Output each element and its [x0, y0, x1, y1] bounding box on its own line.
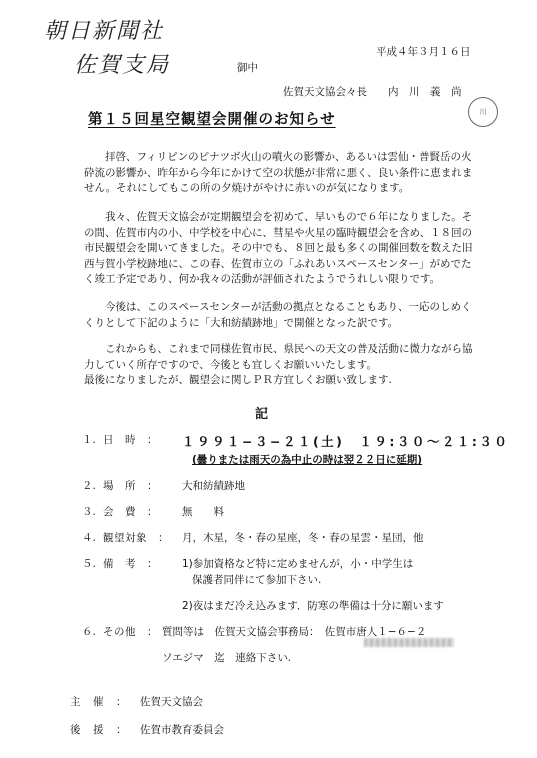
detail-value: 保護者同伴にて参加下さい. [192, 574, 322, 586]
ki-heading: 記 [255, 407, 269, 422]
addressee-line1: 朝日新聞社 [44, 19, 165, 44]
detail-label: 会 費 ： [103, 506, 158, 518]
sender-line: 佐賀天文協会々長 内 川 義 尚 [283, 86, 462, 98]
detail-value: 1)参加資格など特に定めませんが，小・中学生は [182, 558, 414, 570]
detail-num: ５. [82, 558, 96, 570]
detail-label: 日 時 ： [103, 434, 158, 446]
detail-value: ソエジマ 迄 連絡下さい. [162, 652, 292, 664]
detail-label: 観望対象 ： [103, 532, 169, 544]
detail-label: その他 ： [103, 626, 158, 638]
support-label: 後 援 ： [70, 724, 128, 736]
redacted-phone-blur [364, 638, 454, 647]
detail-num: ６. [82, 626, 96, 638]
detail-note: (曇りまたは雨天の為中止の時は翌２２日に延期) [192, 454, 423, 466]
detail-value: １９９１−３−２１(土) １９:３０〜２１:３０ [182, 434, 510, 449]
detail-num: ３. [82, 506, 96, 518]
detail-num: ２. [82, 480, 96, 492]
detail-value: 2)夜はまだ冷え込みます．防寒の準備は十分に願います [182, 600, 444, 612]
organizer-name: 佐賀天文協会 [140, 696, 203, 708]
detail-value: 質問等は 佐賀天文協会事務局： 佐賀市唐人１−６−２ [162, 626, 427, 638]
detail-value: 大和紡績跡地 [182, 480, 245, 492]
detail-num: １. [82, 434, 96, 446]
detail-value: 月，木星，冬・春の星座，冬・春の星雲・星団，他 [182, 532, 424, 544]
addressee-honorific: 御中 [237, 62, 258, 74]
detail-label: 場 所 ： [103, 480, 158, 492]
paragraph-2: 我々、佐賀天文協会が定期観望会を初めて、早いもので６年になりました。その間、佐賀市内の小、中学校を中心に、彗星や火星の臨時観望会を含め、１８回の市民観望会を開いてきました。その中でも、８回と最も多くの開催回数を数えた旧西与賀小学校跡地に、この春、佐賀市立の「ふれあいスペースセンター」がめでたく竣工予定であり、何か我々の活動が評価されたようでうれしい限りです。 [84, 211, 473, 285]
detail-label: 備 考 ： [103, 558, 158, 570]
organizer-label: 主 催 ： [70, 696, 128, 708]
addressee-line2: 佐賀支局 [74, 53, 171, 78]
detail-value: 無 料 [182, 506, 224, 518]
seal-stamp: 川 [468, 97, 498, 127]
paragraph-1: 拝啓、フィリピンのピナツボ火山の噴火の影響か、あるいは雲仙・普賢岳の火砕流の影響か、昨年から今年にかけて空の状態が非常に悪く、良い条件に恵まれません。それにしてもこの所の夕焼けがやけに赤いのが気になります。 [84, 151, 473, 194]
paragraph-3: 今後は、このスペースセンターが活動の拠点となることもあり、一応のしめくくりとして下記のように「大和紡績跡地」で開催となった訳です。 [84, 301, 472, 329]
support-name: 佐賀市教育委員会 [140, 724, 224, 736]
detail-num: ４. [82, 532, 96, 544]
paragraph-4: これからも、これまで同様佐賀市民、県民への天文の普及活動に微力ながら協力していく所存ですので、今後とも宜しくお願いいたします。 最後になりましたが、観望会に関しＰＲ方宜しくお願い致します. [84, 343, 473, 386]
document-title: 第１５回星空観望会開催のお知らせ [88, 112, 336, 128]
document-date: 平成４年３月１６日 [376, 46, 471, 58]
